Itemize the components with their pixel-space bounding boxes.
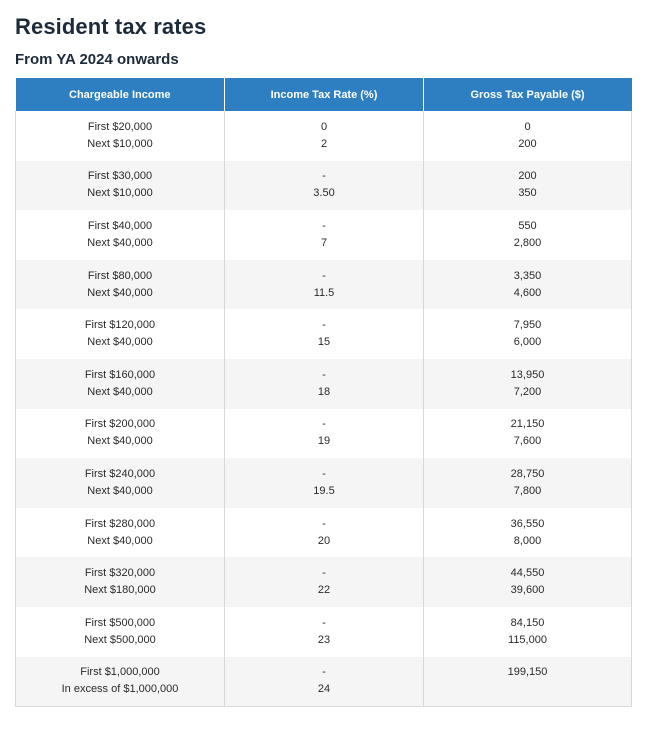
- income-tax-rate-cell-line: 15: [317, 336, 331, 349]
- income-tax-rate-cell-line: 23: [317, 633, 331, 646]
- income-tax-rate-cell: [225, 260, 424, 310]
- income-tax-rate-cell-line: -: [322, 567, 326, 580]
- chargeable-income-cell-line: Next $180,000: [84, 584, 156, 597]
- income-tax-rate-cell: [225, 161, 424, 211]
- gross-tax-payable-cell: [424, 607, 632, 657]
- gross-tax-payable-cell-line: 28,750: [510, 467, 545, 480]
- gross-tax-payable-cell: [424, 657, 632, 707]
- gross-tax-payable-cell: [424, 260, 632, 310]
- gross-tax-payable-cell-line: 3,350: [513, 269, 542, 282]
- income-tax-rate-cell-line: -: [322, 517, 326, 530]
- gross-tax-payable-cell-line: 4,600: [513, 286, 542, 299]
- chargeable-income-cell: [16, 657, 225, 707]
- chargeable-income-cell-line: First $500,000: [84, 616, 156, 629]
- income-tax-rate-cell-line: 7: [320, 236, 328, 249]
- gross-tax-payable-cell: [424, 210, 632, 260]
- chargeable-income-cell-line: First $30,000: [87, 170, 153, 183]
- gross-tax-payable-cell-line: 84,150: [510, 616, 545, 629]
- income-tax-rate-cell-line: -: [322, 170, 326, 183]
- income-tax-rate-cell-line: -: [322, 467, 326, 480]
- income-tax-rate-cell-line: -: [322, 319, 326, 332]
- income-tax-rate-cell-line: -: [322, 616, 326, 629]
- income-tax-rate-cell-line: 18: [317, 385, 331, 398]
- income-tax-rate-cell-line: -: [322, 666, 326, 679]
- tax-rates-table: [15, 78, 632, 707]
- income-tax-rate-cell-line: -: [322, 219, 326, 232]
- chargeable-income-cell: [16, 458, 225, 508]
- column-header-gross-tax-payable: Gross Tax Payable ($): [424, 78, 632, 111]
- table-row: [16, 260, 632, 310]
- income-tax-rate-cell: [225, 508, 424, 558]
- chargeable-income-cell-line: First $280,000: [84, 517, 156, 530]
- table-row: [16, 607, 632, 657]
- chargeable-income-cell: [16, 161, 225, 211]
- gross-tax-payable-cell: [424, 309, 632, 359]
- table-header: [16, 78, 632, 111]
- column-header-chargeable-income: Chargeable Income: [16, 78, 225, 111]
- table-row: [16, 309, 632, 359]
- table-row: [16, 210, 632, 260]
- gross-tax-payable-cell-line: 2,800: [513, 236, 542, 249]
- gross-tax-payable-cell: [424, 111, 632, 161]
- chargeable-income-cell: [16, 508, 225, 558]
- chargeable-income-cell: [16, 557, 225, 607]
- gross-tax-payable-cell: [424, 161, 632, 211]
- chargeable-income-cell: [16, 607, 225, 657]
- gross-tax-payable-cell-line: 7,200: [513, 385, 542, 398]
- chargeable-income-cell-line: Next $40,000: [87, 435, 153, 448]
- income-tax-rate-cell: [225, 607, 424, 657]
- gross-tax-payable-cell-line: 44,550: [510, 567, 545, 580]
- table-row: [16, 111, 632, 161]
- chargeable-income-cell: [16, 111, 225, 161]
- income-tax-rate-cell: [225, 309, 424, 359]
- gross-tax-payable-cell-line: 13,950: [510, 368, 545, 381]
- chargeable-income-cell-line: First $240,000: [84, 467, 156, 480]
- chargeable-income-cell: [16, 309, 225, 359]
- gross-tax-payable-cell-line: 0: [524, 120, 531, 133]
- chargeable-income-cell-line: First $1,000,000: [80, 666, 160, 679]
- income-tax-rate-cell: [225, 557, 424, 607]
- table-row: [16, 458, 632, 508]
- table-row: [16, 657, 632, 707]
- table-row: [16, 409, 632, 459]
- chargeable-income-cell-line: First $80,000: [87, 269, 153, 282]
- gross-tax-payable-cell-line: 36,550: [510, 517, 545, 530]
- income-tax-rate-cell-line: 11.5: [313, 286, 335, 299]
- page-subtitle: From YA 2024 onwards: [15, 51, 179, 68]
- gross-tax-payable-cell: [424, 458, 632, 508]
- chargeable-income-cell: [16, 260, 225, 310]
- chargeable-income-cell-line: Next $500,000: [84, 633, 156, 646]
- gross-tax-payable-cell-line: 7,600: [513, 435, 542, 448]
- chargeable-income-cell-line: Next $40,000: [87, 385, 153, 398]
- header-row: [16, 78, 632, 111]
- gross-tax-payable-cell-line: 7,800: [513, 484, 542, 497]
- table-row: [16, 359, 632, 409]
- chargeable-income-cell-line: Next $40,000: [87, 236, 153, 249]
- income-tax-rate-cell-line: 19: [317, 435, 331, 448]
- gross-tax-payable-cell-line: 39,600: [510, 584, 545, 597]
- income-tax-rate-cell: [225, 111, 424, 161]
- gross-tax-payable-cell: [424, 557, 632, 607]
- gross-tax-payable-cell-line: [424, 681, 631, 698]
- income-tax-rate-cell-line: -: [322, 368, 326, 381]
- table-body: [16, 111, 632, 707]
- chargeable-income-cell-line: Next $40,000: [87, 484, 153, 497]
- gross-tax-payable-cell-line: 350: [518, 187, 537, 200]
- chargeable-income-cell-line: First $200,000: [84, 418, 156, 431]
- income-tax-rate-cell-line: -: [322, 418, 326, 431]
- gross-tax-payable-cell-line: 21,150: [510, 418, 545, 431]
- table-row: [16, 508, 632, 558]
- gross-tax-payable-cell-line: 8,000: [513, 534, 542, 547]
- gross-tax-payable-cell: [424, 409, 632, 459]
- gross-tax-payable-cell-line: 200: [518, 170, 537, 183]
- income-tax-rate-cell-line: 19.5: [313, 484, 335, 497]
- page-title: Resident tax rates: [15, 14, 207, 39]
- chargeable-income-cell-line: Next $40,000: [87, 286, 153, 299]
- gross-tax-payable-cell-line: 200: [518, 137, 537, 150]
- gross-tax-payable-cell: [424, 508, 632, 558]
- chargeable-income-cell: [16, 210, 225, 260]
- chargeable-income-cell-line: Next $40,000: [87, 336, 153, 349]
- chargeable-income-cell-line: First $120,000: [84, 319, 156, 332]
- income-tax-rate-cell-line: 22: [317, 584, 331, 597]
- chargeable-income-cell-line: In excess of $1,000,000: [61, 683, 179, 696]
- chargeable-income-cell-line: First $160,000: [84, 368, 156, 381]
- column-header-income-tax-rate: Income Tax Rate (%): [225, 78, 424, 111]
- chargeable-income-cell: [16, 409, 225, 459]
- table-row: [16, 557, 632, 607]
- gross-tax-payable-cell-line: 115,000: [508, 633, 547, 646]
- income-tax-rate-cell-line: 20: [317, 534, 331, 547]
- income-tax-rate-cell-line: 24: [317, 683, 331, 696]
- gross-tax-payable-cell: [424, 359, 632, 409]
- income-tax-rate-cell: [225, 657, 424, 707]
- income-tax-rate-cell-line: -: [322, 269, 326, 282]
- income-tax-rate-cell: [225, 210, 424, 260]
- chargeable-income-cell: [16, 359, 225, 409]
- gross-tax-payable-cell-line: 199,150: [507, 666, 548, 679]
- income-tax-rate-cell: [225, 409, 424, 459]
- gross-tax-payable-cell-line: 7,950: [513, 319, 542, 332]
- income-tax-rate-cell: [225, 359, 424, 409]
- chargeable-income-cell-line: First $40,000: [87, 219, 153, 232]
- chargeable-income-cell-line: First $20,000: [87, 120, 153, 133]
- chargeable-income-cell-line: First $320,000: [84, 567, 156, 580]
- chargeable-income-cell-line: Next $10,000: [87, 187, 153, 200]
- income-tax-rate-cell: [225, 458, 424, 508]
- gross-tax-payable-cell-line: 6,000: [513, 336, 542, 349]
- income-tax-rate-cell-line: 0: [320, 120, 328, 133]
- gross-tax-payable-cell-line: 550: [518, 219, 537, 232]
- income-tax-rate-cell-line: 2: [320, 137, 328, 150]
- table-row: [16, 161, 632, 211]
- chargeable-income-cell-line: Next $10,000: [87, 137, 153, 150]
- chargeable-income-cell-line: Next $40,000: [87, 534, 153, 547]
- income-tax-rate-cell-line: 3.50: [313, 187, 335, 200]
